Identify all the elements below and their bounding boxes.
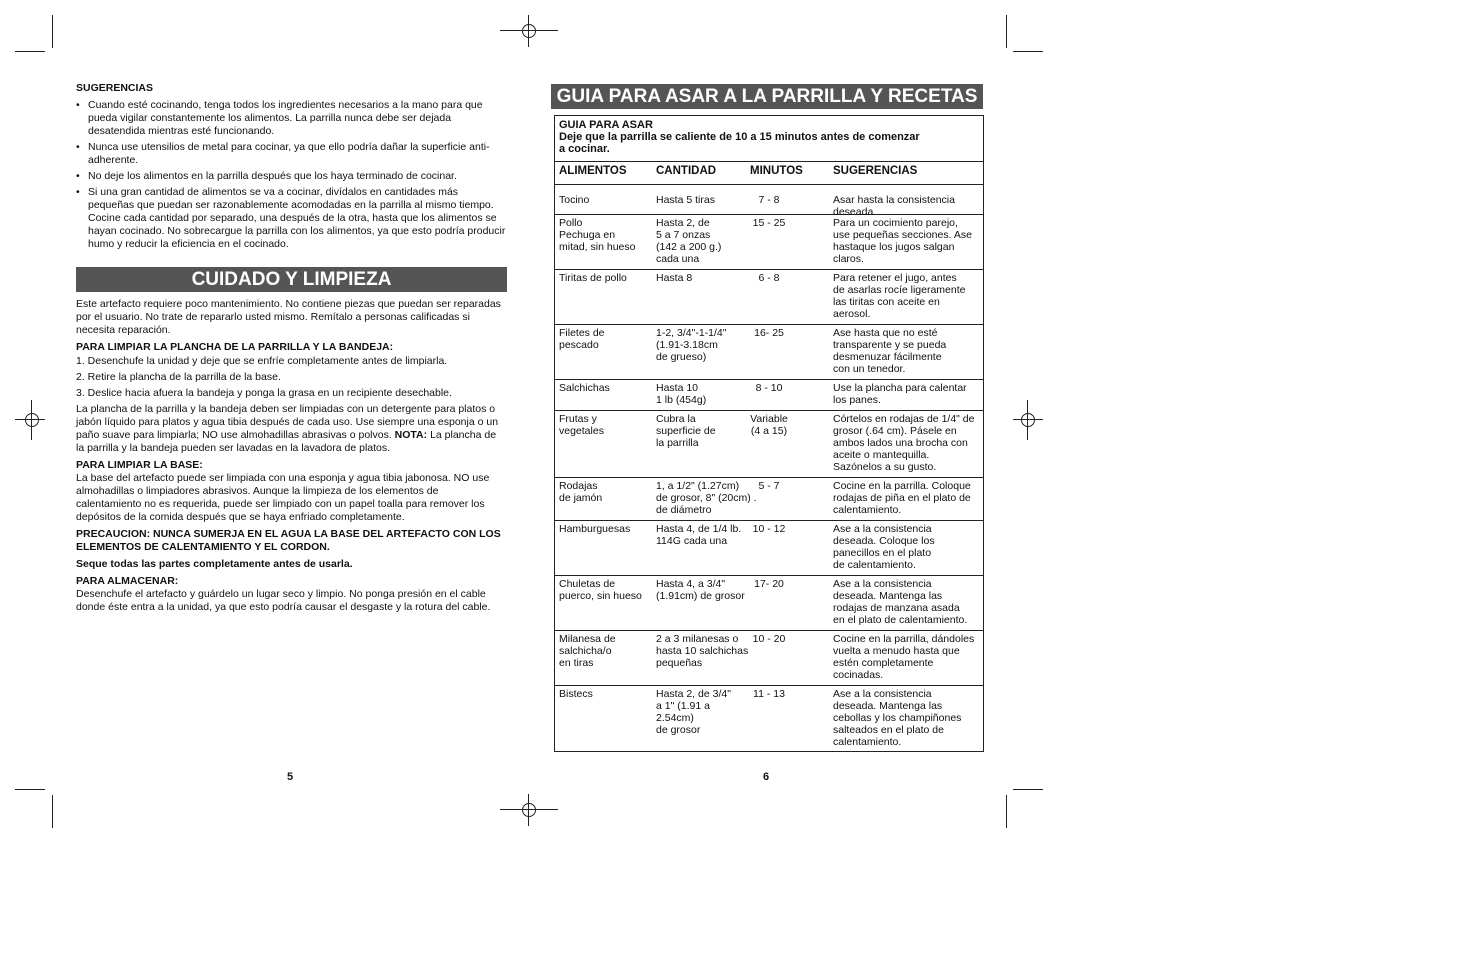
tip-cell: Ase a la consistencia deseada. Coloque los panecillos en el plato de calentamiento.	[833, 523, 935, 571]
registration-mark-icon	[522, 24, 536, 38]
registration-line	[31, 400, 32, 440]
quantity-cell: Hasta 2, de 5 a 7 onzas (142 a 200 g.) cada una	[656, 217, 722, 265]
quantity-cell: Hasta 5 tiras	[656, 194, 715, 206]
registration-line	[1027, 400, 1028, 440]
step-item: 2. Retire la plancha de la parrilla de la base.	[76, 371, 281, 383]
table-row	[555, 270, 983, 325]
tip-item: • No deje los alimentos en la parrilla después que los haya terminado de cocinar.	[76, 170, 506, 183]
clean-base-heading: PARA LIMPIAR LA BASE:	[76, 459, 203, 471]
left-page	[76, 82, 506, 618]
table-row	[555, 576, 983, 631]
registration-line	[500, 809, 558, 810]
nota-text: La plancha de la parrilla y la bandeja pueden ser lavadas en la lavadora de platos.	[76, 429, 497, 454]
page-number-right: 6	[763, 771, 770, 783]
plate-cleaning-text	[76, 403, 506, 455]
cleaning-steps	[76, 355, 506, 400]
tip-cell: Para retener el jugo, antes de asarlas rocíe ligeramente las tiritas con aceite en aerosol.	[833, 272, 966, 320]
quantity-cell: Cubra la superficie de la parrilla	[656, 413, 716, 449]
tip-cell: Ase a la consistencia deseada. Mantenga las cebollas y los champiñones salteados en el plato de calentamiento.	[833, 688, 962, 748]
quantity-cell: 2 a 3 milanesas o hasta 10 salchichas pequeñas	[656, 633, 749, 669]
sugerencias-heading: SUGERENCIAS	[76, 82, 154, 94]
tip-cell: Ase a la consistencia deseada. Mantenga las rodajas de manzana asada en el plato de calentamiento.	[833, 578, 968, 626]
table-row	[555, 215, 983, 270]
section-banner-cuidado: CUIDADO Y LIMPIEZA	[76, 267, 507, 292]
tip-item: • Si una gran cantidad de alimentos se va a cocinar, divídalos en cantidades más pequeñas que puedan ser razonablemente acomodadas en la parrilla al mismo tiempo. Cocine cada cantidad por separado, una después de la otra, hasta que los alimentos se hayan cocinado. No sobrecargue la parrilla con los alimentos, ya que esto podría producir humo y reducir la eficiencia en el cocinado.	[76, 186, 506, 251]
minutes-cell: 5 - 7	[758, 480, 780, 492]
registration-line	[1013, 419, 1043, 420]
tip-cell: Córtelos en rodajas de 1/4" de grosor (.64 cm). Pásele en ambos lados una brocha con aceite o mantequilla. Sazónelos a su gusto.	[833, 413, 975, 473]
step-item: 1. Desenchufe la unidad y deje que se enfríe completamente antes de limpiarla.	[76, 355, 448, 367]
quantity-cell: Hasta 4, a 3/4" (1.91cm) de grosor	[656, 578, 745, 602]
registration-mark-icon	[25, 413, 39, 427]
quantity-cell: Hasta 2, de 3/4" a 1" (1.91 a 2.54cm) de grosor	[656, 688, 731, 736]
storage-text: Desenchufe el artefacto y guárdelo un lugar seco y limpio. No ponga presión en el cable donde éste entra a la unidad, ya que esto podría causar el desgaste y la rotura del cable.	[76, 588, 491, 613]
clean-plate-heading: PARA LIMPIAR LA PLANCHA DE LA PARRILLA Y LA BANDEJA:	[76, 341, 394, 353]
guide-subtitle: Deje que la parrilla se caliente de 10 a 15 minutos antes de comenzar a cocinar.	[559, 131, 920, 155]
food-cell: Chuletas de puerco, sin hueso	[559, 578, 642, 602]
minutes-cell: 10 - 20	[752, 633, 786, 645]
registration-line	[528, 794, 529, 826]
page-number-left: 5	[287, 771, 294, 783]
precaution-warning: PRECAUCION: NUNCA SUMERJA EN EL AGUA LA BASE DEL ARTEFACTO CON LOS ELEMENTOS DE CALENTAMIENTO Y EL CORDON.	[76, 528, 501, 553]
table-row	[555, 380, 983, 411]
food-cell: Hamburguesas	[559, 523, 631, 535]
tips-list	[76, 99, 506, 251]
quantity-cell: Hasta 8	[656, 272, 693, 284]
food-cell: Tiritas de pollo	[559, 272, 627, 284]
col-sugerencias: SUGERENCIAS	[833, 165, 918, 177]
crop-mark	[1006, 795, 1007, 828]
plate-text: La plancha de la parrilla y la bandeja deben ser limpiadas con un detergente para platos o jabón líquido para platos y agua tibia después de cada uso. Use siempre una esponja o un paño suave para limpiarla; NO use almohadillas abrasivas o polvos.	[76, 403, 499, 441]
dry-parts-note: Seque todas las partes completamente antes de usarla.	[76, 558, 353, 570]
crop-mark	[15, 51, 45, 52]
minutes-cell: Variable (4 a 15)	[750, 413, 788, 437]
tip-cell: Ase hasta que no esté transparente y se pueda desmenuzar fácilmente con un tenedor.	[833, 327, 947, 375]
food-cell: Salchichas	[559, 382, 610, 394]
minutes-cell: 11 - 13	[753, 688, 785, 700]
col-minutos: MINUTOS	[750, 165, 803, 177]
minutes-cell: 17- 20	[754, 578, 784, 590]
crop-mark	[1013, 789, 1043, 790]
crop-mark	[52, 795, 53, 828]
tip-cell: Cocine en la parrilla, dándoles vuelta a menudo hasta que estén completamente cocinadas.	[833, 633, 975, 681]
table-row	[555, 325, 983, 380]
minutes-cell: 15 - 25	[752, 217, 786, 229]
crop-mark	[1013, 51, 1043, 52]
care-intro: Este artefacto requiere poco mantenimiento. No contiene piezas que puedan ser reparadas por el usuario. No trate de repararlo usted mismo. Remítalo a personas calificadas si necesita reparación.	[76, 298, 501, 336]
table-row	[555, 631, 983, 686]
minutes-cell: 10 - 12	[752, 523, 786, 535]
quantity-cell: Hasta 10 1 lb (454g)	[656, 382, 707, 406]
tip-cell: Para un cocimiento parejo, use pequeñas secciones. Ase hastaque los jugos salgan claros.	[833, 217, 972, 265]
food-cell: Tocino	[559, 194, 590, 206]
guide-header	[555, 116, 983, 162]
crop-mark	[15, 789, 45, 790]
quantity-cell: 1, a 1/2" (1.27cm) de grosor, 8" (20cm) . de diámetro	[656, 480, 757, 516]
crop-mark	[52, 15, 53, 48]
section-banner-guia: GUIA PARA ASAR A LA PARRILLA Y RECETAS	[551, 84, 983, 109]
table-row	[555, 686, 983, 754]
col-alimentos: ALIMENTOS	[559, 165, 627, 177]
food-cell: Frutas y vegetales	[559, 413, 604, 437]
col-cantidad: CANTIDAD	[656, 165, 717, 177]
food-cell: Rodajas de jamón	[559, 480, 603, 504]
tip-item: • Cuando esté cocinando, tenga todos los ingredientes necesarios a la mano para que pueda vigilar constantemente los alimentos. La parrilla nunca debe ser dejada desatendida mientras esté funcionando.	[76, 99, 506, 138]
column-headers	[555, 162, 983, 185]
storage-heading: PARA ALMACENAR:	[76, 575, 179, 587]
minutes-cell: 6 - 8	[758, 272, 780, 284]
minutes-cell: 7 - 8	[758, 194, 780, 206]
registration-line	[528, 15, 529, 47]
registration-line	[500, 30, 558, 31]
quantity-cell: 1-2, 3/4"-1-1/4" (1.91-3.18cm de grueso)	[656, 327, 727, 363]
nota-label: NOTA:	[394, 429, 428, 441]
tip-cell: Use la plancha para calentar los panes.	[833, 382, 967, 406]
table-row	[555, 185, 983, 218]
registration-mark-icon	[1021, 413, 1035, 427]
food-cell: Bistecs	[559, 688, 593, 700]
registration-line	[15, 419, 45, 420]
tip-cell: Cocine en la parrilla. Coloque rodajas de piña en el plato de calentamiento.	[833, 480, 971, 516]
food-cell: Milanesa de salchicha/o en tiras	[559, 633, 616, 669]
guide-title: GUIA PARA ASAR	[559, 119, 653, 131]
table-row	[555, 411, 983, 478]
registration-mark-icon	[522, 803, 536, 817]
crop-mark	[1006, 15, 1007, 48]
table-row	[555, 478, 983, 521]
food-cell: Pollo Pechuga en mitad, sin hueso	[559, 217, 636, 253]
grilling-guide-table	[554, 115, 984, 752]
minutes-cell: 16- 25	[754, 327, 784, 339]
minutes-cell: 8 - 10	[755, 382, 783, 394]
table-row	[555, 521, 983, 576]
base-cleaning-text: La base del artefacto puede ser limpiada con una esponja y agua tibia jabonosa. NO use almohadillas o limpiadores abrasivos. Aunque la limpieza de los elementos de calentamiento no es requerida, puede ser limpiado con un papel toalla para remover los depósitos de la comida después que se haya enfriado completamente.	[76, 472, 490, 523]
tip-item: • Nunca use utensilios de metal para cocinar, ya que ello podría dañar la superficie anti-adherente.	[76, 141, 506, 167]
step-item: 3. Deslice hacia afuera la bandeja y ponga la grasa en un recipiente desechable.	[76, 387, 452, 399]
quantity-cell: Hasta 4, de 1/4 lb. 114G cada una	[656, 523, 742, 547]
food-cell: Filetes de pescado	[559, 327, 605, 351]
tip-cell: Asar hasta la consistencia deseada.	[833, 194, 955, 218]
